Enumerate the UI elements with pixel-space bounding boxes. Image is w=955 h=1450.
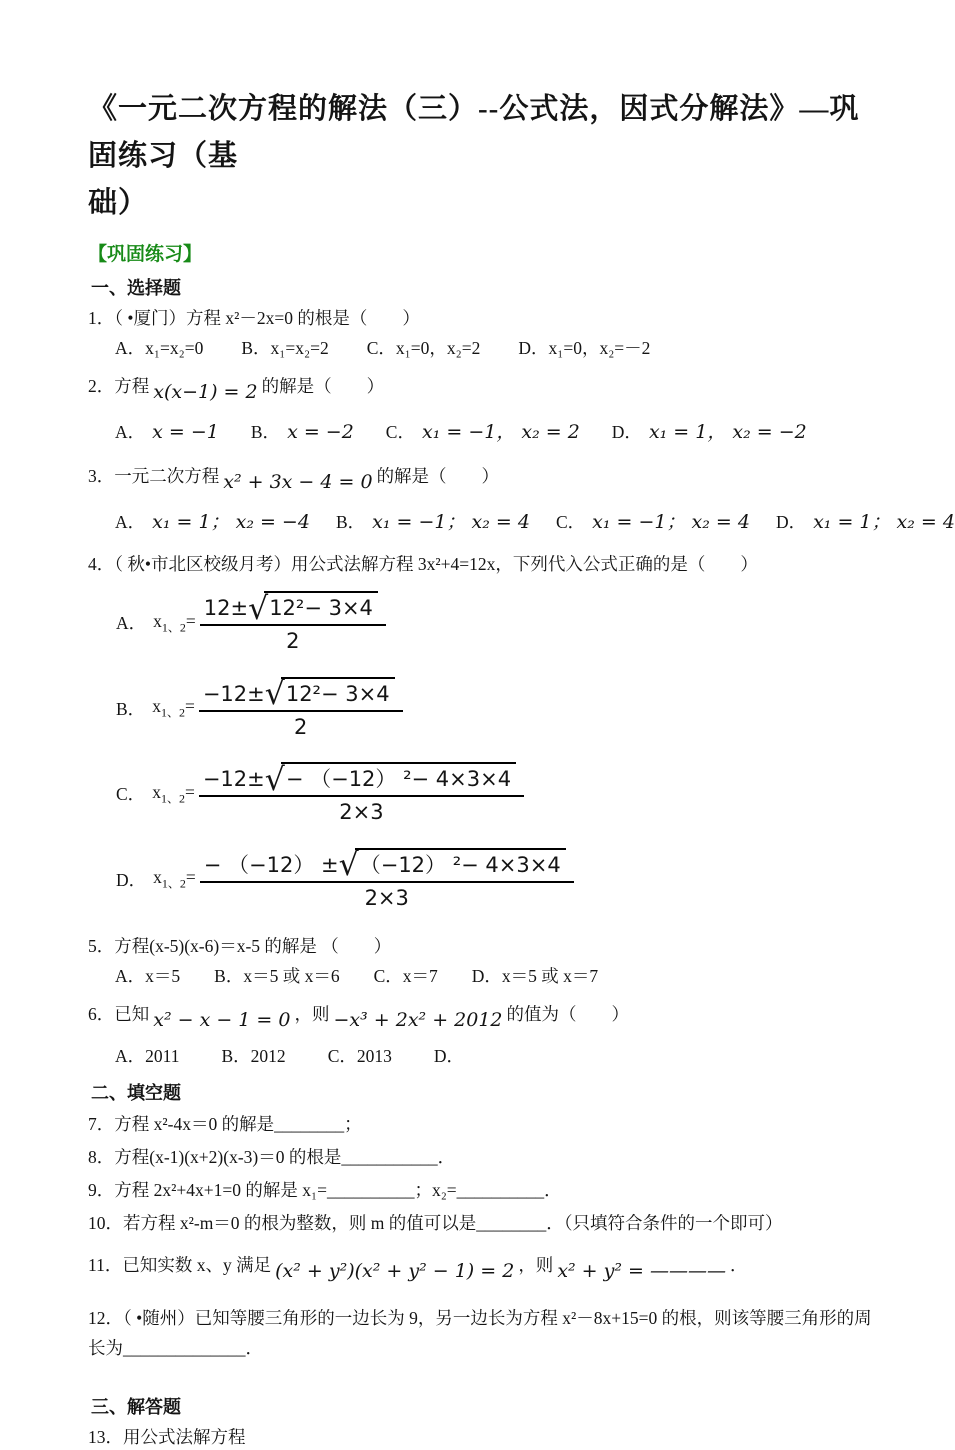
- fraction: [199, 762, 524, 826]
- option-d: D．: [433, 1046, 465, 1066]
- question-8-stem: 8．方程(x-1)(x+2)(x-3)＝0 的根是___________．: [88, 1147, 456, 1167]
- question-2-options: [115, 417, 880, 447]
- formula-lhs: [152, 782, 195, 807]
- option-label: A．: [115, 512, 146, 532]
- numerator-prefix: − （−12） ±: [203, 852, 339, 877]
- option-label: B．: [335, 512, 366, 532]
- square-root: √（−12） ²− 4×3×4: [339, 853, 566, 877]
- question-12: [88, 1303, 880, 1363]
- question-6-equation-2: −x³ + 2x² + 2012: [333, 1009, 503, 1031]
- option-b: [251, 417, 354, 447]
- option-c: [386, 417, 580, 447]
- option-a: A．2011: [115, 1046, 180, 1066]
- option-b: B．x₁=x₂=2: [241, 338, 329, 358]
- option-d: [612, 417, 807, 447]
- title-line-1: 《一元二次方程的解法（三）--公式法，因式分解法》—巩固练习（基: [88, 93, 860, 172]
- question-1-options: [115, 335, 880, 361]
- option-c: C．x₁=0，x₂=2: [366, 338, 481, 358]
- question-5-stem: 5．方程(x-5)(x-6)＝x-5 的解是 （ ）: [88, 936, 392, 956]
- section-solve-title: 三、解答题: [91, 1397, 181, 1417]
- option-equation: x = −1: [152, 421, 219, 443]
- question-6-text-after: 的值为（ ）: [506, 1004, 630, 1024]
- option-b: B．x＝5 或 x＝6: [214, 966, 340, 986]
- question-2-text: 2．方程: [88, 376, 150, 396]
- question-4-stem: 4．（ 秋•市北区校级月考）用公式法解方程 3x²+4=12x，下列代入公式正确的是（ ）: [88, 554, 758, 574]
- numerator-prefix: 12±: [203, 596, 249, 620]
- option-equation: x₁ = 1； x₂ = 4: [813, 511, 955, 533]
- practice-header: 【巩固练习】: [88, 244, 203, 265]
- section-fill-title: 二、填空题: [91, 1083, 181, 1103]
- question-4-option-b: [116, 677, 880, 741]
- option-label: A．: [116, 613, 147, 634]
- question-10-stem: 10．若方程 x²-m＝0 的根为整数，则 m 的值可以是________．（只填符合条件的一个即可）: [88, 1213, 783, 1233]
- option-d: D．x₁=0，x₂=－2: [518, 338, 651, 358]
- variable-subscript: 1、2: [161, 876, 186, 891]
- option-label: D．: [116, 869, 147, 890]
- option-label: B．: [116, 698, 146, 719]
- option-equation: x = −2: [287, 421, 354, 443]
- question-12-line-2: 长为______________．: [88, 1338, 263, 1358]
- question-3-text: 3．一元二次方程: [88, 466, 220, 486]
- option-d: D．x＝5 或 x＝7: [471, 966, 599, 986]
- question-9-stem: 9．方程 2x²+4x+1=0 的解是 x₁=__________；x₂=__________．: [88, 1180, 562, 1200]
- question-6-options: [115, 1043, 880, 1069]
- question-3-options: [115, 507, 955, 537]
- option-a: [115, 417, 219, 447]
- formula-lhs: [153, 867, 196, 892]
- fraction-numerator: [200, 591, 386, 626]
- variable: x: [152, 781, 161, 802]
- equals-sign: =: [185, 867, 196, 887]
- equals-sign: =: [185, 610, 196, 631]
- option-equation: x₁ = 1； x₂ = −4: [152, 511, 310, 533]
- question-6-equation-1: x² − x − 1 = 0: [153, 1009, 291, 1031]
- radicand: − （−12） ²− 4×3×4: [281, 762, 516, 792]
- option-equation: x₁ = −1， x₂ = 2: [421, 421, 580, 443]
- option-equation: x₁ = −1； x₂ = 4: [372, 511, 530, 533]
- option-b: B．2012: [221, 1046, 286, 1066]
- option-label: C．: [116, 784, 146, 805]
- radicand: 12²− 3×4: [281, 677, 395, 707]
- variable: x: [153, 867, 162, 887]
- fraction-numerator: [199, 677, 403, 712]
- question-2-text-after: 的解是（ ）: [261, 376, 385, 396]
- title-line-2: 础）: [88, 187, 149, 219]
- question-12-line-1: 12．（ •随州）已知等腰三角形的一边长为 9，另一边长为方程 x²－8x+15=0 的根，则该等腰三角形的周: [88, 1308, 872, 1328]
- question-11-equation-2: x² + y² = ————: [557, 1260, 726, 1282]
- fraction-numerator: [200, 848, 574, 883]
- variable: x: [153, 610, 162, 631]
- fraction-denominator: 2: [294, 714, 308, 739]
- question-7-stem: 7．方程 x²-4x＝0 的解是________；: [88, 1114, 362, 1134]
- document-title: [88, 86, 880, 227]
- option-label: A．: [115, 422, 146, 442]
- fraction: [199, 677, 403, 741]
- formula-lhs: [152, 696, 195, 721]
- question-6-stem: [88, 999, 880, 1029]
- option-b: [336, 507, 530, 537]
- question-4-option-c: [116, 762, 880, 826]
- question-11-stem: [88, 1245, 880, 1285]
- option-d: [776, 507, 955, 537]
- numerator-prefix: −12±: [202, 681, 265, 706]
- question-2-stem: [88, 371, 880, 401]
- fraction-denominator: 2×3: [364, 885, 409, 910]
- option-label: C．: [385, 422, 415, 442]
- variable: x: [152, 696, 161, 716]
- formula-lhs: [153, 611, 196, 636]
- fraction-denominator: 2: [286, 629, 300, 654]
- square-root: √12²− 3×4: [265, 682, 395, 706]
- section-choice-title: 一、选择题: [91, 278, 181, 298]
- fraction: [200, 591, 386, 655]
- option-equation: x₁ = 1， x₂ = −2: [648, 421, 807, 443]
- equals-sign: =: [184, 696, 195, 716]
- radicand: （−12） ²− 4×3×4: [355, 848, 566, 878]
- question-11-text-after: ．: [730, 1255, 748, 1275]
- question-6-text-mid: ，则: [294, 1004, 330, 1024]
- question-5-options: [115, 963, 880, 989]
- option-a: A．x＝5: [115, 966, 181, 986]
- option-c: [556, 507, 750, 537]
- question-3-equation: x² + 3x − 4 = 0: [223, 471, 373, 493]
- variable-subscript: 1、2: [160, 791, 185, 805]
- question-2-equation: x(x−1) = 2: [153, 381, 258, 403]
- option-label: D．: [611, 422, 642, 442]
- question-6-text: 6．已知: [88, 1004, 150, 1024]
- option-label: B．: [250, 422, 281, 442]
- variable-subscript: 1、2: [160, 705, 185, 720]
- option-c: C．x＝7: [373, 966, 438, 986]
- question-13-stem: 13．用公式法解方程: [88, 1427, 246, 1447]
- square-root: √− （−12） ²− 4×3×4: [265, 767, 516, 791]
- option-c: C．2013: [327, 1046, 392, 1066]
- radicand: 12²− 3×4: [264, 591, 378, 621]
- question-3-text-after: 的解是（ ）: [376, 466, 500, 486]
- variable-subscript: 1、2: [161, 620, 186, 634]
- fraction-numerator: [199, 762, 524, 797]
- question-4-option-a: [116, 591, 880, 655]
- option-a: [115, 507, 310, 537]
- option-a: A．x₁=x₂=0: [115, 338, 204, 358]
- option-label: D．: [775, 512, 807, 532]
- fraction: [200, 848, 574, 912]
- option-label: C．: [555, 512, 586, 532]
- question-11-text: 11．已知实数 x、y 满足: [88, 1255, 272, 1275]
- option-equation: x₁ = −1； x₂ = 4: [592, 511, 750, 533]
- equals-sign: =: [184, 781, 195, 802]
- question-4-option-d: [116, 848, 880, 912]
- numerator-prefix: −12±: [202, 767, 265, 791]
- question-11-text-mid: ，则: [518, 1255, 554, 1275]
- question-1-stem: 1．（ •厦门）方程 x²－2x=0 的根是（ ）: [88, 308, 420, 328]
- question-11-equation-1: (x² + y²)(x² + y² − 1) = 2: [275, 1260, 515, 1282]
- square-root: √12²− 3×4: [248, 596, 378, 620]
- question-3-stem: [88, 461, 880, 491]
- fraction-denominator: 2×3: [339, 800, 384, 825]
